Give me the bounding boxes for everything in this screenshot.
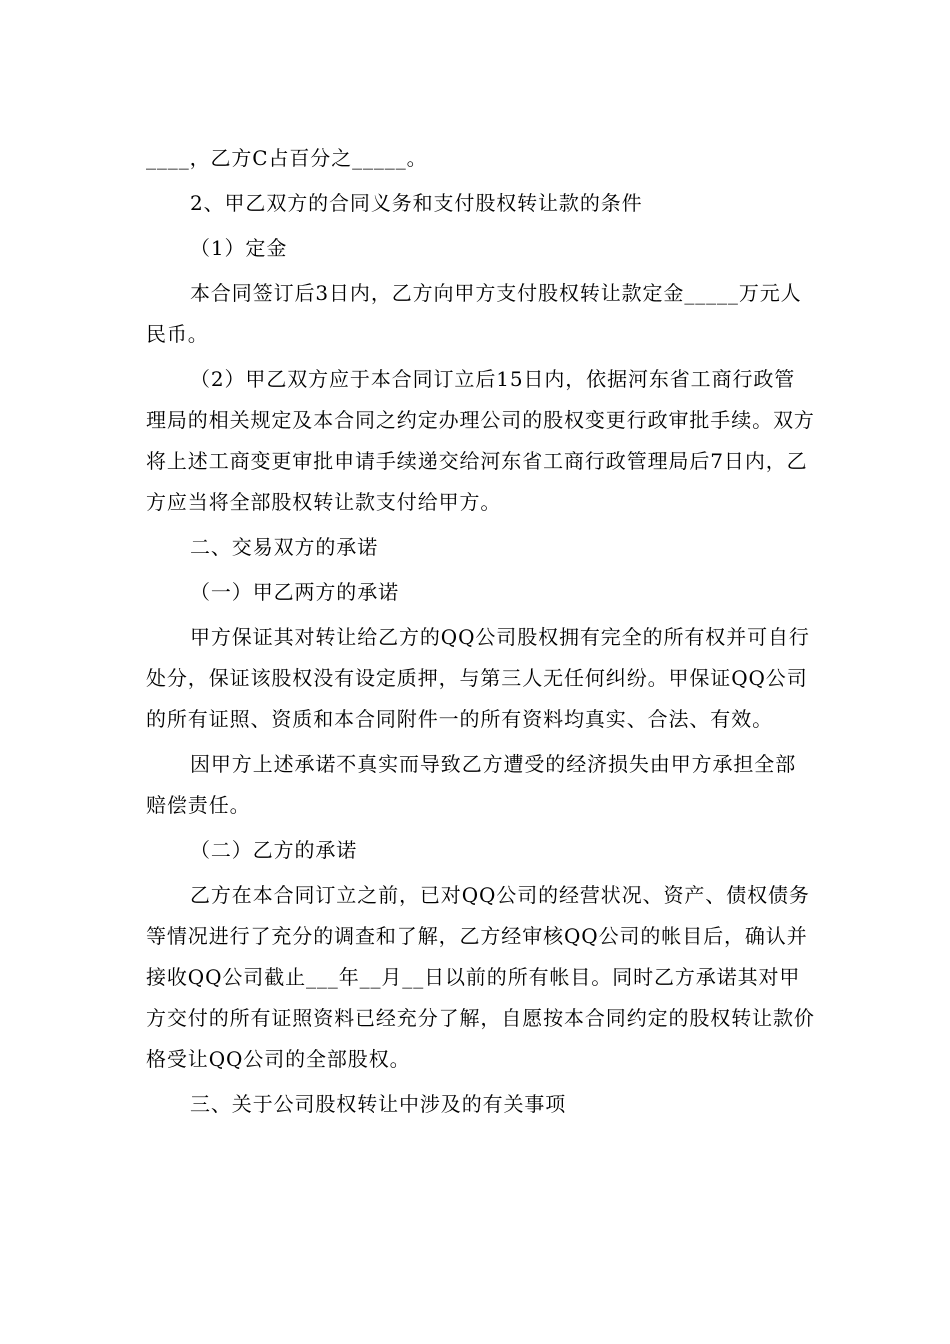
section-heading-obligations: 2、甲乙双方的合同义务和支付股权转让款的条件 xyxy=(190,191,643,215)
document-body xyxy=(146,138,816,1125)
subheading-both-parties: （一）甲乙两方的承诺 xyxy=(190,580,399,604)
subheading-party-b: （二）乙方的承诺 xyxy=(190,838,358,862)
paragraph-party-a-guarantee: 甲方保证其对转让给乙方的QQ公司股权拥有完全的所有权并可自行处分，保证该股权没有设定质押，与第三人无任何纠纷。甲保证QQ公司的所有证照、资质和本合同附件一的所有资料均真实、合法、有效。 xyxy=(146,625,810,731)
paragraph-deposit: 本合同签订后3日内，乙方向甲方支付股权转让款定金_____万元人民币。 xyxy=(146,281,802,346)
subheading-deposit: （1）定金 xyxy=(190,236,288,260)
section-heading-commitments: 二、交易双方的承诺 xyxy=(190,535,379,559)
paragraph-approval-payment: （2）甲乙双方应于本合同订立后15日内，依据河东省工商行政管理局的相关规定及本合同之约定办理公司的股权变更行政审批手续。双方将上述工商变更审批申请手续递交给河东省工商行政管理局后7日内，乙方应当将全部股权转让款支付给甲方。 xyxy=(146,367,815,514)
paragraph-compensation: 因甲方上述承诺不真实而导致乙方遭受的经济损失由甲方承担全部赔偿责任。 xyxy=(146,752,797,817)
section-heading-related-matters: 三、关于公司股权转让中涉及的有关事项 xyxy=(190,1092,567,1116)
paragraph-share-ratio-continued: ____，乙方C占百分之_____。 xyxy=(146,146,428,170)
paragraph-party-b-commitment: 乙方在本合同订立之前，已对QQ公司的经营状况、资产、债权债务等情况进行了充分的调查和了解，乙方经审核QQ公司的帐目后，确认并接收QQ公司截止___年__月__日以前的所有帐目。同时乙方承诺其对甲方交付的所有证照资料已经充分了解，自愿按本合同约定的股权转让款价格受让QQ公司的全部股权。 xyxy=(146,883,815,1071)
